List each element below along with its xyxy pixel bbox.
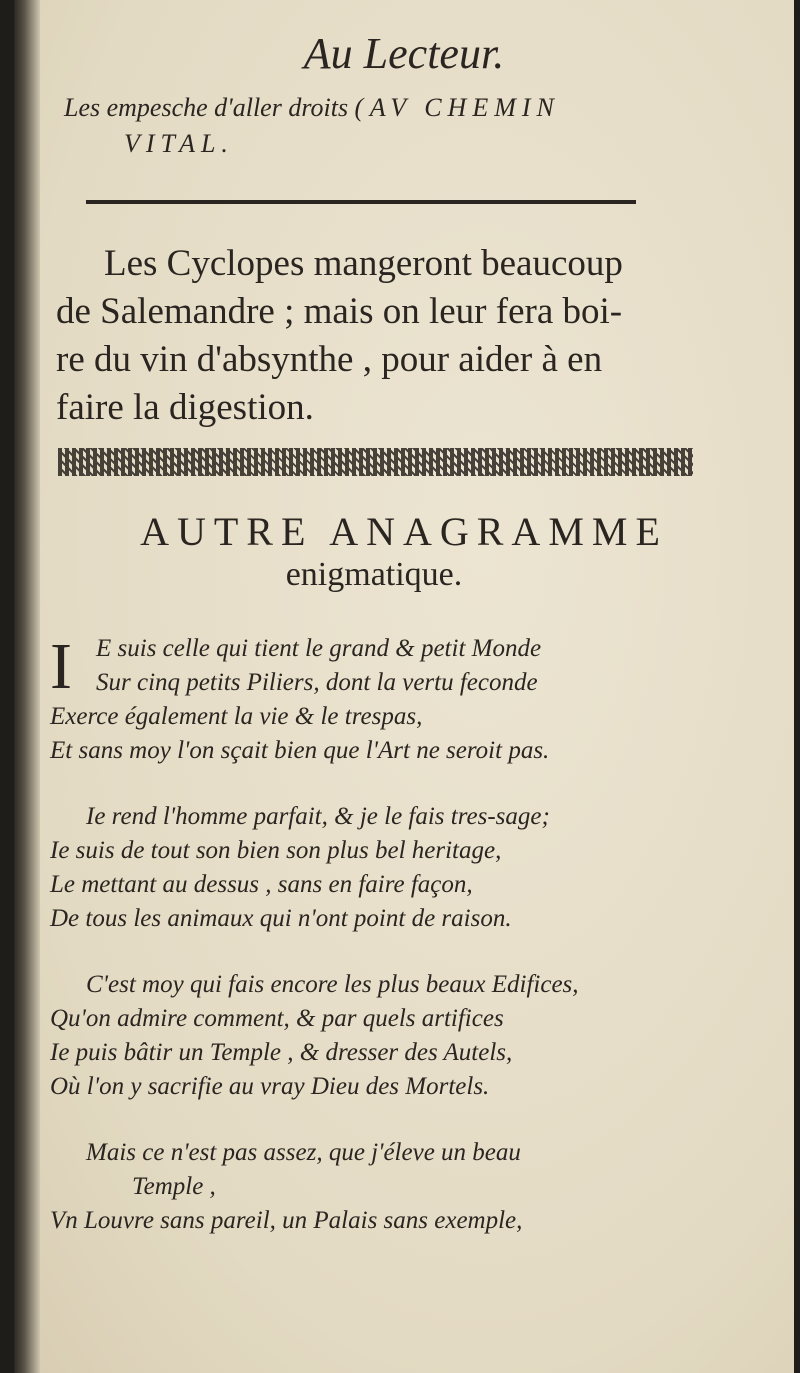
- prose-line: Les Cyclopes mangeront beaucoup: [104, 243, 623, 284]
- poem: [50, 632, 750, 1270]
- verse-line: Où l'on y sacrifie au vray Dieu des Mortels.: [50, 1073, 490, 1100]
- stanza: [50, 1136, 750, 1238]
- verse-line: Mais ce n'est pas assez, que j'éleve un beau: [86, 1139, 521, 1166]
- stanza: [50, 800, 750, 936]
- commentary-note: [64, 90, 704, 162]
- verse-line: Et sans moy l'on sçait bien que l'Art ne seroit pas.: [50, 737, 550, 764]
- verse-line: Qu'on admire comment, & par quels artifices: [50, 1005, 504, 1032]
- running-title: Au Lecteur.: [303, 29, 505, 78]
- prose-line: de Salemandre ; mais on leur fera boi-: [56, 291, 623, 332]
- verse-line: Ie rend l'homme parfait, & je le fais tres-sage;: [86, 803, 550, 830]
- page-gutter: [14, 0, 40, 1373]
- drop-cap: I: [50, 630, 72, 703]
- verse-line: Temple ,: [132, 1173, 216, 1200]
- note-caps-1: AV CHEMIN: [369, 93, 560, 122]
- verse-line: Le mettant au dessus , sans en faire façon,: [50, 871, 473, 898]
- ornamental-band: [58, 448, 693, 476]
- horizontal-rule: [86, 200, 636, 204]
- stanza: [50, 968, 750, 1104]
- verse-line: C'est moy qui fais encore les plus beaux Edifices,: [86, 971, 579, 998]
- verse-line: Exerce également la vie & le trespas,: [50, 703, 423, 730]
- verse-text: E suis celle qui tient le grand & petit Monde: [96, 635, 542, 662]
- book-page: [14, 0, 794, 1373]
- verse-line: De tous les animaux qui n'ont point de raison.: [50, 905, 512, 932]
- section-heading: AUTRE ANAGRAMME: [140, 509, 668, 554]
- verse-line: Vn Louvre sans pareil, un Palais sans exemple,: [50, 1207, 523, 1234]
- prose-paragraph: [56, 240, 696, 432]
- verse-line: Ie suis de tout son bien son plus bel heritage,: [50, 837, 502, 864]
- note-line-1: Les empesche d'aller droits (: [64, 93, 364, 122]
- note-caps-2: VITAL.: [124, 129, 234, 158]
- verse-line: Sur cinq petits Piliers, dont la vertu feconde: [96, 669, 538, 696]
- prose-line: faire la digestion.: [56, 387, 314, 428]
- stanza: [50, 632, 750, 768]
- section-subheading: enigmatique.: [285, 556, 463, 593]
- prose-line: re du vin d'absynthe , pour aider à en: [56, 339, 603, 380]
- verse-line: Ie puis bâtir un Temple , & dresser des Autels,: [50, 1039, 513, 1066]
